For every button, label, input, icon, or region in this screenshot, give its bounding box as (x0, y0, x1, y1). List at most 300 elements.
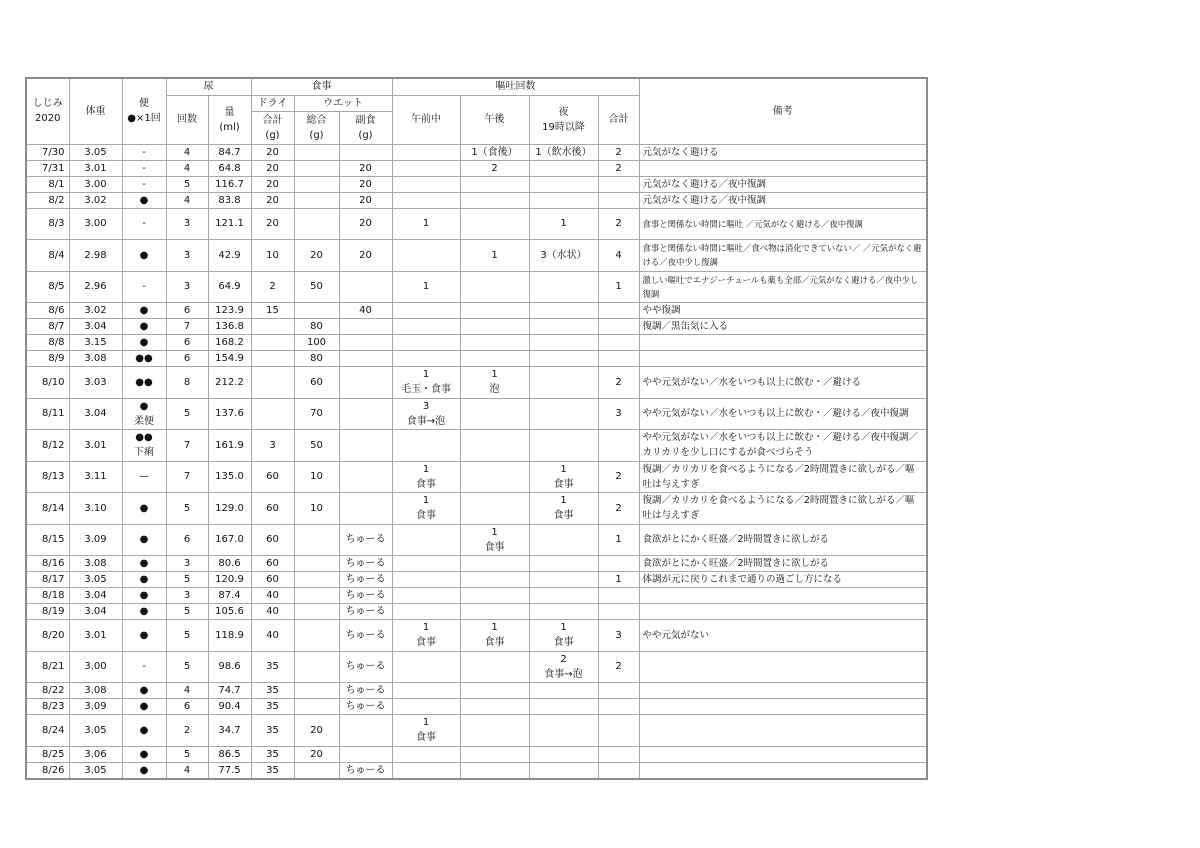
table-row (26, 572, 927, 588)
vomit-total-cell (598, 746, 639, 762)
vomit-night-cell: 1 食事 (529, 620, 598, 652)
urine-volume-cell: 118.9 (208, 620, 251, 652)
header-urine: 尿 (166, 78, 251, 95)
table-row (26, 604, 927, 620)
urine-volume-cell: 167.0 (208, 524, 251, 556)
vomit-total-cell: 2 (598, 367, 639, 399)
vomit-night-cell (529, 588, 598, 604)
wet-total-cell (294, 144, 339, 160)
vomit-night-cell: 3（水状） (529, 240, 598, 272)
weight-cell: 3.08 (69, 556, 122, 572)
vomit-total-cell (598, 351, 639, 367)
urine-count-cell: 3 (166, 240, 208, 272)
vomit-total-cell: 3 (598, 398, 639, 430)
vomit-night-cell: 1 食事 (529, 461, 598, 493)
dry-total-cell: 35 (251, 762, 294, 779)
vomit-total-cell: 3 (598, 620, 639, 652)
table-row (26, 556, 927, 572)
vomit-night-cell (529, 430, 598, 462)
vomit-morning-cell (392, 699, 460, 715)
date-cell: 8/26 (26, 762, 69, 779)
weight-cell: 3.02 (69, 303, 122, 319)
stool-cell: ● (122, 303, 166, 319)
vomit-night-cell (529, 699, 598, 715)
dry-total-cell: 40 (251, 604, 294, 620)
weight-cell: 3.02 (69, 192, 122, 208)
wet-total-cell: 70 (294, 398, 339, 430)
header-total: 合計 (598, 95, 639, 144)
notes-cell (639, 715, 927, 747)
vomit-total-cell: 2 (598, 461, 639, 493)
vomit-night-cell (529, 303, 598, 319)
urine-count-cell: 3 (166, 588, 208, 604)
urine-count-cell: 4 (166, 683, 208, 699)
dry-total-cell (251, 367, 294, 399)
vomit-night-cell (529, 176, 598, 192)
urine-volume-cell: 84.7 (208, 144, 251, 160)
stool-cell: ● (122, 192, 166, 208)
dry-total-cell: 2 (251, 271, 294, 303)
stool-cell: ● (122, 604, 166, 620)
notes-cell: 食欲がとにかく旺盛／2時間置きに欲しがる (639, 524, 927, 556)
wet-side-cell: ちゅーる (339, 699, 392, 715)
vomit-morning-cell (392, 556, 460, 572)
urine-count-cell: 5 (166, 604, 208, 620)
stool-cell: ● (122, 335, 166, 351)
wet-side-cell: ちゅーる (339, 683, 392, 699)
urine-count-cell: 2 (166, 715, 208, 747)
table-row (26, 762, 927, 779)
dry-total-cell: 15 (251, 303, 294, 319)
weight-cell: 3.04 (69, 319, 122, 335)
vomit-total-cell (598, 176, 639, 192)
stool-cell: — (122, 461, 166, 493)
urine-volume-cell: 80.6 (208, 556, 251, 572)
date-cell: 8/18 (26, 588, 69, 604)
vomit-morning-cell (392, 604, 460, 620)
header-wet-total: 総合 (g) (294, 111, 339, 144)
urine-volume-cell: 136.8 (208, 319, 251, 335)
vomit-total-cell: 1 (598, 524, 639, 556)
dry-total-cell: 60 (251, 556, 294, 572)
dry-total-cell: 20 (251, 160, 294, 176)
vomit-afternoon-cell (460, 651, 529, 683)
stool-cell: - (122, 144, 166, 160)
vomit-total-cell (598, 430, 639, 462)
vomit-night-cell: 1 (529, 208, 598, 240)
notes-cell: 復調／カリカリを食べるようになる／2時間置きに欲しがる／嘔吐は与えすぎ (639, 493, 927, 525)
vomit-morning-cell (392, 683, 460, 699)
weight-cell: 3.15 (69, 335, 122, 351)
weight-cell: 3.08 (69, 683, 122, 699)
vomit-afternoon-cell: 1 食事 (460, 524, 529, 556)
weight-cell: 3.05 (69, 144, 122, 160)
urine-volume-cell: 98.6 (208, 651, 251, 683)
vomit-morning-cell: 1 食事 (392, 715, 460, 747)
stool-cell: ● (122, 746, 166, 762)
health-log-sheet (25, 77, 928, 780)
urine-count-cell: 5 (166, 746, 208, 762)
wet-total-cell: 20 (294, 715, 339, 747)
notes-cell: やや復調 (639, 303, 927, 319)
wet-total-cell: 10 (294, 461, 339, 493)
stool-cell: ● (122, 683, 166, 699)
vomit-afternoon-cell (460, 430, 529, 462)
urine-volume-cell: 105.6 (208, 604, 251, 620)
vomit-afternoon-cell (460, 604, 529, 620)
vomit-total-cell: 1 (598, 572, 639, 588)
notes-cell (639, 351, 927, 367)
vomit-total-cell (598, 319, 639, 335)
weight-cell: 2.98 (69, 240, 122, 272)
urine-volume-cell: 87.4 (208, 588, 251, 604)
notes-cell (639, 746, 927, 762)
vomit-afternoon-cell: 1 食事 (460, 620, 529, 652)
weight-cell: 3.01 (69, 620, 122, 652)
header-wet-side: 副食 (g) (339, 111, 392, 144)
vomit-night-cell (529, 572, 598, 588)
table-row (26, 367, 927, 399)
dry-total-cell: 35 (251, 651, 294, 683)
wet-side-cell (339, 746, 392, 762)
urine-count-cell: 8 (166, 367, 208, 399)
header-vomit: 嘔吐回数 (392, 78, 639, 95)
urine-count-cell: 5 (166, 176, 208, 192)
vomit-morning-cell: 1 食事 (392, 461, 460, 493)
wet-total-cell: 80 (294, 319, 339, 335)
weight-cell: 3.06 (69, 746, 122, 762)
table-row (26, 335, 927, 351)
header-night: 夜 19時以降 (529, 95, 598, 144)
vomit-night-cell: 2 食事→泡 (529, 651, 598, 683)
vomit-afternoon-cell: 2 (460, 160, 529, 176)
header-wet: ウエット (294, 95, 392, 111)
date-cell: 8/23 (26, 699, 69, 715)
vomit-night-cell (529, 524, 598, 556)
urine-count-cell: 5 (166, 651, 208, 683)
notes-cell: 復調／カリカリを食べるようになる／2時間置きに欲しがる／嘔吐は与えすぎ (639, 461, 927, 493)
date-cell: 8/1 (26, 176, 69, 192)
vomit-morning-cell (392, 572, 460, 588)
vomit-morning-cell (392, 319, 460, 335)
urine-count-cell: 3 (166, 271, 208, 303)
wet-total-cell (294, 762, 339, 779)
stool-cell: - (122, 208, 166, 240)
header-notes: 備考 (639, 78, 927, 144)
stool-cell: - (122, 271, 166, 303)
dry-total-cell: 60 (251, 572, 294, 588)
header-meal: 食事 (251, 78, 392, 95)
vomit-morning-cell (392, 144, 460, 160)
date-cell: 8/21 (26, 651, 69, 683)
notes-cell (639, 588, 927, 604)
dry-total-cell: 35 (251, 699, 294, 715)
vomit-morning-cell: 3 食事→泡 (392, 398, 460, 430)
vomit-afternoon-cell (460, 271, 529, 303)
vomit-night-cell (529, 604, 598, 620)
vomit-morning-cell (392, 351, 460, 367)
urine-count-cell: 5 (166, 398, 208, 430)
urine-volume-cell: 86.5 (208, 746, 251, 762)
notes-cell (639, 651, 927, 683)
dry-total-cell: 20 (251, 144, 294, 160)
vomit-morning-cell (392, 192, 460, 208)
wet-total-cell (294, 651, 339, 683)
wet-side-cell (339, 430, 392, 462)
notes-cell: 元気がなく避ける／夜中復調 (639, 176, 927, 192)
urine-volume-cell: 135.0 (208, 461, 251, 493)
date-cell: 8/6 (26, 303, 69, 319)
vomit-total-cell (598, 303, 639, 319)
wet-side-cell: ちゅーる (339, 524, 392, 556)
table-row (26, 319, 927, 335)
stool-cell: ● (122, 620, 166, 652)
urine-count-cell: 7 (166, 319, 208, 335)
vomit-night-cell (529, 351, 598, 367)
weight-cell: 3.09 (69, 524, 122, 556)
wet-total-cell: 20 (294, 240, 339, 272)
stool-cell: ●● 下痢 (122, 430, 166, 462)
stool-cell: ● (122, 588, 166, 604)
wet-side-cell: ちゅーる (339, 762, 392, 779)
vomit-afternoon-cell (460, 556, 529, 572)
stool-cell: - (122, 651, 166, 683)
vomit-afternoon-cell: 1 (460, 240, 529, 272)
date-cell: 8/2 (26, 192, 69, 208)
dry-total-cell: 20 (251, 176, 294, 192)
stool-cell: ● (122, 715, 166, 747)
wet-side-cell (339, 493, 392, 525)
stool-cell: ● (122, 493, 166, 525)
stool-cell: ● 柔便 (122, 398, 166, 430)
wet-total-cell: 10 (294, 493, 339, 525)
vomit-morning-cell (392, 430, 460, 462)
notes-cell: 復調／黒缶気に入る (639, 319, 927, 335)
notes-cell: 元気がなく避ける (639, 144, 927, 160)
vomit-night-cell (529, 762, 598, 779)
wet-side-cell: 20 (339, 160, 392, 176)
weight-cell: 3.03 (69, 367, 122, 399)
table-row (26, 620, 927, 652)
wet-side-cell: 20 (339, 240, 392, 272)
vomit-night-cell (529, 746, 598, 762)
vomit-afternoon-cell: 1（食後） (460, 144, 529, 160)
vomit-afternoon-cell (460, 208, 529, 240)
weight-cell: 3.04 (69, 398, 122, 430)
table-row (26, 746, 927, 762)
vomit-total-cell: 1 (598, 271, 639, 303)
urine-volume-cell: 83.8 (208, 192, 251, 208)
wet-side-cell (339, 461, 392, 493)
vomit-night-cell (529, 160, 598, 176)
wet-total-cell (294, 160, 339, 176)
date-cell: 8/4 (26, 240, 69, 272)
notes-cell (639, 160, 927, 176)
vomit-afternoon-cell (460, 588, 529, 604)
wet-total-cell (294, 620, 339, 652)
vomit-night-cell (529, 715, 598, 747)
table-row (26, 144, 927, 160)
stool-cell: - (122, 160, 166, 176)
vomit-afternoon-cell (460, 461, 529, 493)
notes-cell: やや元気がない／水をいつも以上に飲む・／避ける／夜中復調／カリカリを少し口にするが食べづらそう (639, 430, 927, 462)
wet-total-cell (294, 524, 339, 556)
vomit-afternoon-cell (460, 192, 529, 208)
vomit-morning-cell (392, 176, 460, 192)
dry-total-cell: 40 (251, 620, 294, 652)
vomit-night-cell (529, 398, 598, 430)
table-row (26, 160, 927, 176)
table-row (26, 715, 927, 747)
vomit-afternoon-cell (460, 351, 529, 367)
date-cell: 8/19 (26, 604, 69, 620)
urine-count-cell: 6 (166, 699, 208, 715)
notes-cell: 元気がなく避ける／夜中復調 (639, 192, 927, 208)
wet-total-cell (294, 588, 339, 604)
dry-total-cell (251, 319, 294, 335)
date-cell: 8/24 (26, 715, 69, 747)
dry-total-cell: 35 (251, 683, 294, 699)
urine-count-cell: 6 (166, 524, 208, 556)
vomit-afternoon-cell (460, 746, 529, 762)
table-row (26, 398, 927, 430)
table-row (26, 588, 927, 604)
vomit-afternoon-cell (460, 493, 529, 525)
date-cell: 8/9 (26, 351, 69, 367)
urine-count-cell: 5 (166, 493, 208, 525)
header-afternoon: 午後 (460, 95, 529, 144)
vomit-night-cell (529, 683, 598, 699)
vomit-afternoon-cell (460, 176, 529, 192)
dry-total-cell (251, 398, 294, 430)
table-row (26, 208, 927, 240)
wet-total-cell: 20 (294, 746, 339, 762)
date-cell: 8/16 (26, 556, 69, 572)
notes-cell: 体調が元に戻りこれまで通りの過ごし方になる (639, 572, 927, 588)
wet-total-cell (294, 699, 339, 715)
weight-cell: 3.05 (69, 572, 122, 588)
vomit-total-cell: 2 (598, 160, 639, 176)
urine-count-cell: 6 (166, 351, 208, 367)
wet-side-cell: ちゅーる (339, 620, 392, 652)
vomit-night-cell (529, 367, 598, 399)
wet-side-cell (339, 335, 392, 351)
urine-volume-cell: 212.2 (208, 367, 251, 399)
urine-volume-cell: 120.9 (208, 572, 251, 588)
stool-cell: ● (122, 699, 166, 715)
table-row (26, 524, 927, 556)
date-cell: 8/3 (26, 208, 69, 240)
dry-total-cell: 40 (251, 588, 294, 604)
table-row (26, 176, 927, 192)
dry-total-cell: 10 (251, 240, 294, 272)
notes-cell: 激しい嘔吐でエナジーチュールも薬も全部／元気がなく避ける／夜中少し復調 (639, 271, 927, 303)
vomit-morning-cell: 1 食事 (392, 620, 460, 652)
date-cell: 7/30 (26, 144, 69, 160)
urine-count-cell: 3 (166, 208, 208, 240)
urine-volume-cell: 74.7 (208, 683, 251, 699)
weight-cell: 3.09 (69, 699, 122, 715)
urine-volume-cell: 154.9 (208, 351, 251, 367)
vomit-total-cell (598, 335, 639, 351)
wet-side-cell: ちゅーる (339, 588, 392, 604)
vomit-afternoon-cell (460, 762, 529, 779)
vomit-morning-cell (392, 746, 460, 762)
table-row (26, 271, 927, 303)
vomit-morning-cell (392, 588, 460, 604)
stool-cell: ●● (122, 367, 166, 399)
date-cell: 8/5 (26, 271, 69, 303)
urine-count-cell: 3 (166, 556, 208, 572)
wet-side-cell: 40 (339, 303, 392, 319)
notes-cell: やや元気がない／水をいつも以上に飲む・／避ける (639, 367, 927, 399)
date-cell: 8/10 (26, 367, 69, 399)
stool-cell: ● (122, 524, 166, 556)
urine-volume-cell: 64.8 (208, 160, 251, 176)
wet-side-cell: 20 (339, 176, 392, 192)
vomit-night-cell (529, 319, 598, 335)
wet-total-cell: 50 (294, 271, 339, 303)
date-cell: 8/22 (26, 683, 69, 699)
wet-total-cell (294, 303, 339, 319)
dry-total-cell: 60 (251, 493, 294, 525)
urine-volume-cell: 116.7 (208, 176, 251, 192)
stool-cell: ● (122, 319, 166, 335)
wet-side-cell (339, 398, 392, 430)
dry-total-cell (251, 335, 294, 351)
notes-cell (639, 683, 927, 699)
vomit-night-cell (529, 335, 598, 351)
vomit-total-cell: 4 (598, 240, 639, 272)
vomit-total-cell (598, 556, 639, 572)
urine-volume-cell: 121.1 (208, 208, 251, 240)
wet-side-cell (339, 715, 392, 747)
date-cell: 8/11 (26, 398, 69, 430)
vomit-morning-cell: 1 (392, 271, 460, 303)
urine-volume-cell: 90.4 (208, 699, 251, 715)
date-cell: 8/13 (26, 461, 69, 493)
vomit-morning-cell (392, 160, 460, 176)
wet-total-cell: 60 (294, 367, 339, 399)
weight-cell: 3.05 (69, 715, 122, 747)
wet-side-cell (339, 319, 392, 335)
vomit-morning-cell: 1 食事 (392, 493, 460, 525)
urine-volume-cell: 129.0 (208, 493, 251, 525)
notes-cell (639, 762, 927, 779)
wet-total-cell (294, 572, 339, 588)
vomit-afternoon-cell (460, 398, 529, 430)
vomit-total-cell (598, 715, 639, 747)
vomit-morning-cell: 1 (392, 208, 460, 240)
dry-total-cell: 20 (251, 192, 294, 208)
notes-cell: 食事と関係ない時間に嘔吐／食べ物は消化できていない／ ／元気がなく避ける／夜中少し復調 (639, 240, 927, 272)
header-dry-total: 合計 (g) (251, 111, 294, 144)
urine-count-cell: 5 (166, 572, 208, 588)
header-urine-count: 回数 (166, 95, 208, 144)
notes-cell: やや元気がない／水をいつも以上に飲む・／避ける／夜中復調 (639, 398, 927, 430)
vomit-morning-cell (392, 240, 460, 272)
urine-count-cell: 6 (166, 335, 208, 351)
table-row (26, 351, 927, 367)
urine-volume-cell: 168.2 (208, 335, 251, 351)
dry-total-cell: 3 (251, 430, 294, 462)
date-cell: 8/15 (26, 524, 69, 556)
wet-side-cell: ちゅーる (339, 651, 392, 683)
notes-cell (639, 604, 927, 620)
table-row (26, 240, 927, 272)
wet-side-cell: ちゅーる (339, 556, 392, 572)
vomit-total-cell: 2 (598, 651, 639, 683)
